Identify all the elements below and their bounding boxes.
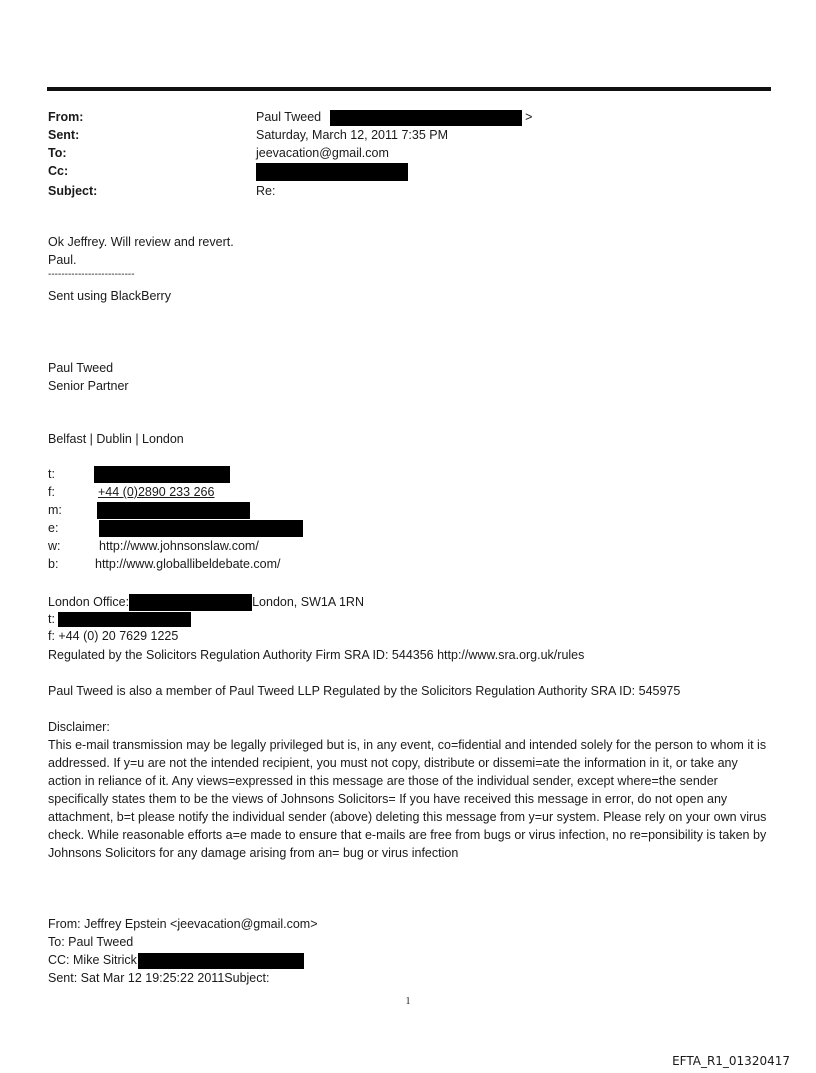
contact-w-row bbox=[48, 537, 303, 555]
signature-name: Paul Tweed bbox=[48, 361, 114, 375]
subject-row bbox=[48, 182, 768, 200]
quoted-from: From: Jeffrey Epstein <jeevacation@gmail.com> bbox=[48, 917, 318, 931]
contact-f-label: f: bbox=[48, 485, 55, 499]
contact-f-value: +44 (0)2890 233 266 bbox=[98, 485, 215, 499]
contact-e-label: e: bbox=[48, 521, 59, 535]
london-office-label: London Office: bbox=[48, 595, 130, 609]
contact-w-label: w: bbox=[48, 539, 61, 553]
london-fax: f: +44 (0) 20 7629 1225 bbox=[48, 629, 179, 643]
contact-m-label: m: bbox=[48, 503, 62, 517]
london-office-suffix: London, SW1A 1RN bbox=[252, 595, 364, 609]
signature-offices: Belfast | Dublin | London bbox=[48, 432, 184, 446]
to-row bbox=[48, 144, 768, 162]
page-number: 1 bbox=[405, 996, 411, 1007]
from-trailing: > bbox=[525, 110, 533, 124]
body-line-2: Paul. bbox=[48, 253, 77, 267]
disclaimer-text: This e-mail transmission may be legally privileged but is, in any event, co=fidential and intended solely for the person to whom it is addressed. If y=u are not the intended recipient, you must not copy, distribute or dissemi=ate the information in it, or take any action in reliance of it. Any views=expressed in this message are those of the individual sender, except where=the sender specifically states them to be the views of Johnsons Solicitors= If you have received this message in error, do not open any attachment, b=t please notify the individual sender (above) deleting this message from y=ur system. Please rely on your own virus check. While reasonable efforts a=e made to ensure that e-mails are free from bugs or virus infection, no re=ponsibility is taken by Johnsons Solicitors for any damage arising from an= bug or virus infection bbox=[48, 738, 767, 860]
contact-b-label: b: bbox=[48, 557, 59, 571]
sent-row bbox=[48, 126, 768, 144]
redaction-box bbox=[256, 163, 408, 181]
subject-label: Subject: bbox=[48, 184, 98, 198]
redaction-box bbox=[58, 612, 191, 627]
contact-block bbox=[48, 465, 303, 573]
email-header bbox=[48, 108, 768, 200]
regulated-line: Regulated by the Solicitors Regulation Authority Firm SRA ID: 544356 http://www.sra.org.uk/rules bbox=[48, 648, 585, 662]
redaction-box bbox=[97, 502, 250, 519]
london-t-row bbox=[48, 610, 191, 628]
contact-b-row bbox=[48, 555, 303, 573]
to-value: jeevacation@gmail.com bbox=[256, 146, 389, 160]
quoted-cc-row bbox=[48, 951, 304, 969]
quoted-cc: CC: Mike Sitrick bbox=[48, 953, 137, 967]
header-rule bbox=[47, 87, 771, 91]
contact-t-row bbox=[48, 465, 303, 483]
london-office-row bbox=[48, 593, 364, 611]
document-id: EFTA_R1_01320417 bbox=[672, 1054, 790, 1068]
from-value: Paul Tweed bbox=[256, 110, 322, 124]
subject-value: Re: bbox=[256, 184, 276, 198]
member-line: Paul Tweed is also a member of Paul Tweed LLP Regulated by the Solicitors Regulation Authority SRA ID: 545975 bbox=[48, 684, 681, 698]
cc-label: Cc: bbox=[48, 164, 69, 178]
london-t-label: t: bbox=[48, 612, 55, 626]
disclaimer-title: Disclaimer: bbox=[48, 720, 110, 734]
body-separator: -------------------------- bbox=[48, 269, 135, 280]
redaction-box bbox=[129, 594, 252, 611]
sent-value: Saturday, March 12, 2011 7:35 PM bbox=[256, 128, 449, 142]
cc-row bbox=[48, 162, 768, 180]
to-label: To: bbox=[48, 146, 67, 160]
contact-e-row bbox=[48, 519, 303, 537]
body-line-1: Ok Jeffrey. Will review and revert. bbox=[48, 235, 234, 249]
body-line-3: Sent using BlackBerry bbox=[48, 289, 171, 303]
from-label: From: bbox=[48, 110, 84, 124]
contact-t-label: t: bbox=[48, 467, 55, 481]
contact-f-row bbox=[48, 483, 303, 501]
redaction-box bbox=[99, 520, 303, 537]
redaction-box bbox=[138, 953, 304, 969]
quoted-sent: Sent: Sat Mar 12 19:25:22 2011Subject: bbox=[48, 971, 270, 985]
quoted-to: To: Paul Tweed bbox=[48, 935, 134, 949]
sent-label: Sent: bbox=[48, 128, 80, 142]
contact-w-value: http://www.johnsonslaw.com/ bbox=[99, 539, 259, 553]
redaction-box bbox=[330, 110, 522, 126]
redaction-box bbox=[94, 466, 230, 483]
contact-b-value: http://www.globallibeldebate.com/ bbox=[95, 557, 281, 571]
signature-title: Senior Partner bbox=[48, 379, 129, 393]
from-row bbox=[48, 108, 768, 126]
contact-m-row bbox=[48, 501, 303, 519]
